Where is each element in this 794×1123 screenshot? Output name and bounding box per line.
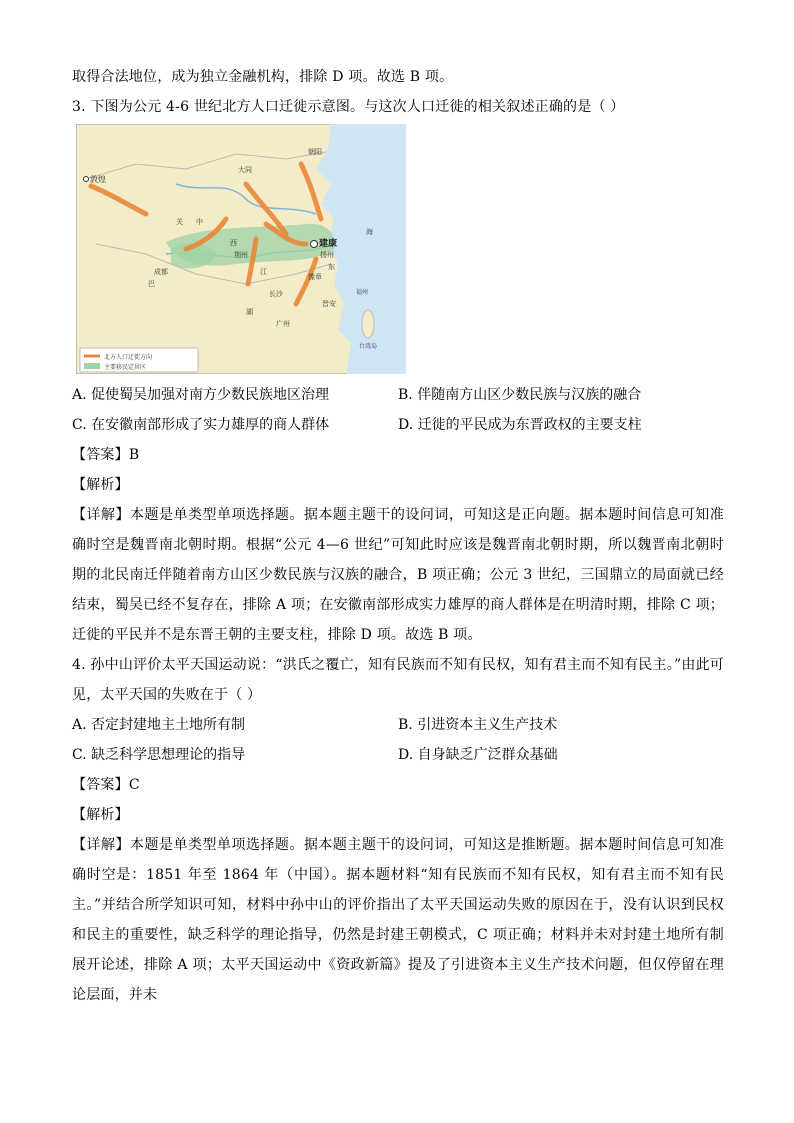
map-label: 建康 (319, 239, 338, 249)
map-label: 豫章 (308, 273, 322, 281)
map-label: 福州 (356, 289, 369, 296)
map-label: 朝阳 (308, 148, 322, 156)
map-label: 长沙 (269, 290, 283, 298)
map-label: 晋安 (322, 300, 336, 308)
question-4-options-row-2 (72, 740, 724, 770)
question-4-stem: 4. 孙中山评价太平天国运动说：“洪氏之覆亡，知有民族而不知有民权，知有君主而不知有民主。”由此可见，太平天国的失败在于（ ） (72, 657, 724, 703)
map-label: 江 (260, 268, 267, 276)
map-label: 巴 (148, 280, 155, 288)
map-label: 关 (176, 218, 183, 226)
legend-label: 主要移民定居区 (104, 364, 147, 371)
question-3-options-row-1 (72, 380, 724, 410)
detail-paragraph (72, 830, 724, 1010)
map-label: 敦煌 (90, 175, 106, 184)
map-label: 大同 (238, 166, 252, 174)
analysis-tag: 【解析】 (72, 807, 129, 823)
migration-map (76, 124, 406, 374)
map-label: 台湾岛 (359, 343, 378, 350)
option-d: D. 迁徙的平民成为东晋政权的主要支柱 (398, 417, 642, 433)
answer-line (72, 770, 724, 800)
map-label: 西 (230, 239, 237, 247)
city-dot (311, 241, 318, 248)
answer-tag: 【答案】 (72, 777, 129, 793)
city-dot (84, 177, 89, 182)
option-b: B. 伴随南方山区少数民族与汉族的融合 (398, 387, 642, 403)
legend-label: 北方人口迁徙方向 (104, 354, 153, 361)
document-page (72, 62, 724, 1010)
map-label: 海 (366, 228, 373, 236)
legend-settle-swatch (84, 363, 100, 369)
option-a: A. 否定封建地主土地所有制 (72, 717, 246, 733)
map-label: 扬州 (320, 251, 334, 259)
analysis-tag: 【解析】 (72, 477, 129, 493)
detail-text: 本题是单类型单项选择题。据本题主题干的设问词，可知这是正向题。据本题时间信息可知准确时空是魏晋南北朝时期。根据“公元 4—6 世纪”可知此时应该是魏晋南北朝时期，所以魏晋南北朝时期的北民南迁伴随着南方山区少数民族与汉族的融合，B 项正确；公元 3 世纪，三国鼎立的局面就已经结束，蜀吴已经不复存在，排除 A 项；在安徽南部形成实力雄厚的商人群体是在明清时期，排除 C 项；迁徙的平民并不是东晋王朝的主要支柱，排除 D 项。故选 B 项。 (72, 507, 724, 643)
map-label: 广州 (276, 320, 290, 328)
question-3-stem: 3. 下图为公元 4-6 世纪北方人口迁徙示意图。与这次人口迁徙的相关叙述正确的是（ ） (72, 99, 625, 115)
map-svg (76, 124, 406, 374)
map-label: 荆州 (234, 251, 248, 259)
answer-value: B (128, 447, 140, 463)
taiwan-island (362, 310, 374, 338)
option-d: D. 自身缺乏广泛群众基础 (398, 747, 558, 763)
question-3-options-row-2 (72, 410, 724, 440)
detail-text: 本题是单类型单项选择题。据本题主题干的设问词，可知这是推断题。据本题时间信息可知准确时空是：1851 年至 1864 年（中国）。据本题材料“知有民族而不知有民权，知有君主而不知有民主。”并结合所学知识可知，材料中孙中山的评价指出了太平天国运动失败的原因在于，没有认识到民权和民主的重要性，缺乏科学的理论指导，仍然是封建王朝模式，C 项正确；材料并未对封建土地所有制展开论述，排除 A 项；太平天国运动中《资政新篇》提及了引进资本主义生产技术问题，但仅停留在理论层面，并未 (72, 837, 724, 1003)
map-label: 成都 (154, 268, 168, 276)
detail-tag: 【详解】 (72, 507, 130, 523)
answer-line (72, 440, 724, 470)
option-b: B. 引进资本主义生产技术 (398, 717, 558, 733)
intro-line: 取得合法地位，成为独立金融机构，排除 D 项。故选 B 项。 (72, 69, 454, 85)
detail-paragraph (72, 500, 724, 650)
map-label: 东 (328, 263, 335, 271)
option-a: A. 促使蜀吴加强对南方少数民族地区治理 (72, 387, 330, 403)
map-label: 湖 (246, 308, 253, 316)
detail-tag: 【详解】 (72, 837, 130, 853)
option-c: C. 缺乏科学思想理论的指导 (72, 747, 246, 763)
option-c: C. 在安徽南部形成了实力雄厚的商人群体 (72, 417, 330, 433)
answer-tag: 【答案】 (72, 447, 129, 463)
question-4-options-row-1 (72, 710, 724, 740)
answer-value: C (128, 777, 140, 793)
map-label: 中 (196, 218, 203, 226)
